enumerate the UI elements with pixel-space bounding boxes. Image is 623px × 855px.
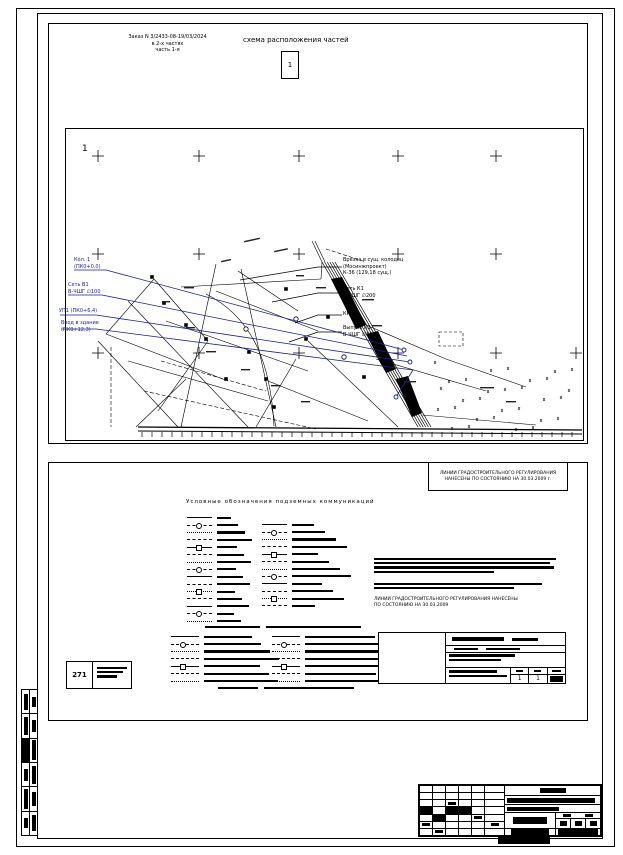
- legend-title: Условные обозначения подземных коммуникаций: [186, 499, 375, 505]
- scheme-part-box: [281, 51, 299, 79]
- stamp-value-1: 1: [511, 675, 529, 683]
- annotation-line: В-ЧШГ ∅100: [343, 331, 376, 338]
- sheet-number-box: [66, 661, 132, 689]
- plan-corner-label: 1: [82, 144, 88, 154]
- title-block-tab: [498, 837, 550, 844]
- collector-band: [322, 262, 431, 427]
- notes-paragraph-1: [374, 558, 569, 573]
- order-block: [80, 34, 255, 54]
- scheme-title: схема расположения частей: [243, 36, 349, 44]
- order-line-3: часть 1-я: [155, 47, 180, 53]
- site-plan: [59, 128, 584, 441]
- order-line-1: Заказ N 3/2433-08-19/03/2024: [128, 34, 207, 40]
- notes-paragraph-2: [374, 583, 569, 589]
- notes-line: ПО СОСТОЯНИЮ НА 30.03.2009: [374, 602, 449, 608]
- legend-column-2: [262, 521, 351, 610]
- annotation-line: Врезка в сущ. колодец: [343, 257, 404, 263]
- title-block-right: [505, 786, 600, 835]
- legend2-column-1: [171, 633, 279, 685]
- grid-crosses: [92, 150, 582, 359]
- project-stamp-right: [446, 633, 565, 683]
- annotation-up1: [59, 308, 97, 315]
- annotation-line: УП1 (ПК0+6,4): [59, 308, 98, 314]
- notes-regulation: [374, 597, 569, 608]
- topo-lines: [98, 241, 536, 429]
- legend-subtitle: [205, 626, 361, 628]
- sheet-number: 271: [72, 670, 87, 679]
- left-signature-strip: [21, 689, 38, 836]
- annotation-line: Выпуск К1: [343, 325, 371, 331]
- project-stamp-signatures: [379, 633, 446, 683]
- annotation-line: (Мосинжпроект): [343, 263, 387, 270]
- annotation-outlet-k1: [343, 325, 376, 338]
- notes-line: ЛИНИИ ГРАДОСТРОИТЕЛЬНОГО РЕГУЛИРОВАНИЯ НАНЕСЕНЫ: [374, 597, 518, 603]
- annotation-building-entry: [61, 320, 99, 333]
- well-marks: [150, 275, 366, 409]
- annotation-line: В-ЧШГ ∅100: [68, 288, 101, 295]
- annotation-network-k1: [343, 286, 376, 299]
- project-stamp-counts: [511, 668, 565, 683]
- micro-labels: [162, 238, 516, 403]
- annotation-leaders: [240, 267, 342, 342]
- order-line-2: в 2-х частях: [151, 40, 184, 47]
- annotation-line: Сеть В1: [68, 282, 89, 288]
- sheet-number-notes: [93, 662, 131, 688]
- annotation-network-v1: [68, 282, 101, 295]
- annotation-line: К-36 (129,18 сущ.): [343, 270, 392, 276]
- legend-footer-line: [218, 687, 354, 689]
- title-block-signature-grid: [420, 786, 505, 835]
- stamp-value-2: 1: [529, 675, 547, 683]
- annotation-kk1: [343, 311, 355, 318]
- legend-column-1: [187, 514, 252, 625]
- annotation-line: Сеть К1: [343, 286, 364, 292]
- regulation-line-1: ЛИНИИ ГРАДОСТРОИТЕЛЬНОГО РЕГУЛИРОВАНИЯ: [439, 470, 557, 476]
- annotation-line: Кол. 1: [74, 257, 91, 263]
- regulation-line-2: НАНЕСЕНЫ ПО СОСТОЯНИЮ НА 30.03.2009 г.: [444, 476, 552, 482]
- annotation-well-1: [74, 257, 101, 270]
- regulation-lines-box: [428, 462, 568, 491]
- annotation-tie-in: [343, 257, 403, 277]
- site-plan-drawing: [66, 129, 585, 442]
- notes-block: [374, 556, 569, 608]
- annotation-line: (ПК0+0,0): [74, 263, 101, 270]
- annotation-line: В-ЧШГ ∅200: [343, 292, 376, 299]
- annotation-line: Ввод в здание: [61, 320, 99, 326]
- annotation-line: (ПК0+12,3): [61, 326, 91, 333]
- project-stamp: [378, 632, 566, 684]
- annotation-line: КК-1: [343, 311, 356, 317]
- scheme-part-number: 1: [287, 60, 293, 69]
- vegetation-marks: [434, 361, 573, 431]
- title-block: [418, 784, 602, 837]
